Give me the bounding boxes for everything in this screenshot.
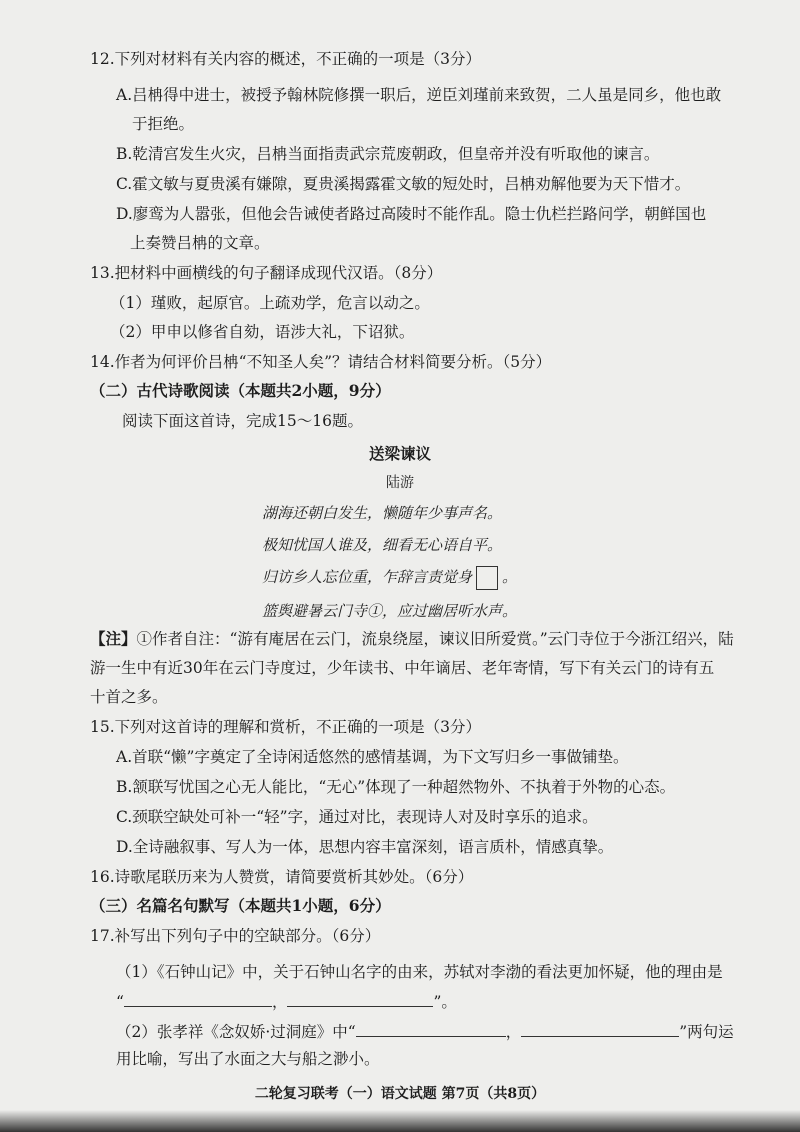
q17-s1-close-quote: ”。 [433, 993, 457, 1011]
scan-edge-shadow [0, 1110, 800, 1132]
q17-s2-end: ”两句运 [679, 1023, 734, 1041]
q14-stem: 14.作者为何评价吕柟“不知圣人矣”？请结合材料简要分析。（5分） [90, 353, 552, 371]
q12-option-d: D.廖鸾为人嚣张，但他会告诫使者路过高陵时不能作乱。隐士仇栏拦路问学，朝鲜国也 [116, 205, 707, 223]
note-label: 【注】 [90, 629, 137, 648]
q17-sentence-1: （1）《石钟山记》中，关于石钟山名字的由来，苏轼对李渤的看法更加怀疑，他的理由是 [116, 963, 723, 981]
q17-s1-comma: ， [271, 993, 288, 1011]
q17-sentence-2-cont: 用比喻，写出了水面之大与船之渺小。 [116, 1050, 380, 1068]
q15-option-b: B.颔联写忧国之心无人能比，“无心”体现了一种超然物外、不执着于外物的心态。 [116, 778, 676, 796]
page-footer: 二轮复习联考（一）语文试题 第7页（共8页） [254, 1086, 546, 1102]
poem-blank-box [476, 566, 498, 590]
q17-stem: 17.补写出下列句子中的空缺部分。（6分） [90, 927, 381, 945]
q12-option-c: C.霍文敏与夏贵溪有嫌隙，夏贵溪揭露霍文敏的短处时，吕柟劝解他要为天下惜才。 [116, 175, 691, 193]
poem-line-3-start: 归访乡人忘位重，乍辞言责觉身 [262, 568, 473, 586]
section-3-heading: （三）名篇名句默写（本题共1小题，6分） [90, 896, 391, 915]
q15-option-c: C.颈联空缺处可补一“轻”字，通过对比，表现诗人对及时享乐的追求。 [116, 808, 598, 826]
poem-line-3 [262, 566, 517, 590]
q16-stem: 16.诗歌尾联历来为人赞赏，请简要赏析其妙处。（6分） [90, 868, 474, 886]
note-line-2: 游一生中有近30年在云门寺度过，少年读书、中年谪居、老年寄情，写下有关云门的诗有五 [90, 659, 715, 677]
q12-option-d-cont: 上奏赞吕柟的文章。 [130, 234, 270, 252]
poem-line-3-end: 。 [502, 568, 518, 586]
section-2-instruction: 阅读下面这首诗，完成15～16题。 [122, 412, 363, 430]
q13-stem: 13.把材料中画横线的句子翻译成现代汉语。（8分） [90, 264, 443, 282]
q17-sentence-2 [116, 1021, 734, 1043]
poem-line-1: 湖海还朝白发生，懒随年少事声名。 [262, 504, 503, 522]
note-text-1: ①作者自注：“游有庵居在云门，流泉绕屋，谏议旧所爱赏。”云门寺位于今浙江绍兴，陆 [136, 630, 734, 648]
q17-s1-open-quote: “ [116, 993, 124, 1011]
section-2-heading: （二）古代诗歌阅读（本题共2小题，9分） [90, 381, 391, 400]
q15-option-d: D.全诗融叙事、写人为一体，思想内容丰富深刻，语言质朴，情感真挚。 [116, 838, 614, 856]
poem-line-4: 篮舆避暑云门寺①，应过幽居听水声。 [262, 602, 518, 620]
q17-s2-comma: ， [505, 1023, 522, 1041]
note-line-1 [90, 628, 734, 650]
q12-option-a: A.吕柟得中进士，被授予翰林院修撰一职后，逆臣刘瑾前来致贺，二人虽是同乡，他也敢 [116, 86, 722, 104]
q15-stem: 15.下列对这首诗的理解和赏析，不正确的一项是（3分） [90, 718, 482, 736]
answer-blank-1[interactable] [124, 992, 272, 1007]
q12-stem: 12.下列对材料有关内容的概述，不正确的一项是（3分） [90, 50, 482, 68]
q13-sentence-2: （2）甲申以修省自劾，语涉大礼，下诏狱。 [110, 323, 415, 341]
q13-sentence-1: （1）瑾败，起原官。上疏劝学，危言以动之。 [110, 294, 430, 312]
q12-option-a-cont: 于拒绝。 [132, 115, 195, 133]
poem-line-2: 极知忧国人谁及，细看无心语自平。 [262, 536, 503, 554]
note-line-3: 十首之多。 [90, 688, 168, 706]
answer-blank-2[interactable] [287, 992, 433, 1007]
q15-option-a: A.首联“懒”字奠定了全诗闲适悠然的感情基调，为下文写归乡一事做铺垫。 [116, 748, 629, 766]
q17-s2-start: （2）张孝祥《念奴娇·过洞庭》中“ [116, 1023, 356, 1041]
q17-sentence-1-blanks [116, 991, 457, 1013]
poem-title: 送梁谏议 [368, 444, 431, 463]
answer-blank-4[interactable] [521, 1022, 679, 1037]
q12-option-b: B.乾清宫发生火灾，吕柟当面指责武宗荒废朝政，但皇帝并没有听取他的谏言。 [116, 145, 660, 163]
answer-blank-3[interactable] [356, 1022, 506, 1037]
poem-author: 陆游 [386, 475, 414, 491]
